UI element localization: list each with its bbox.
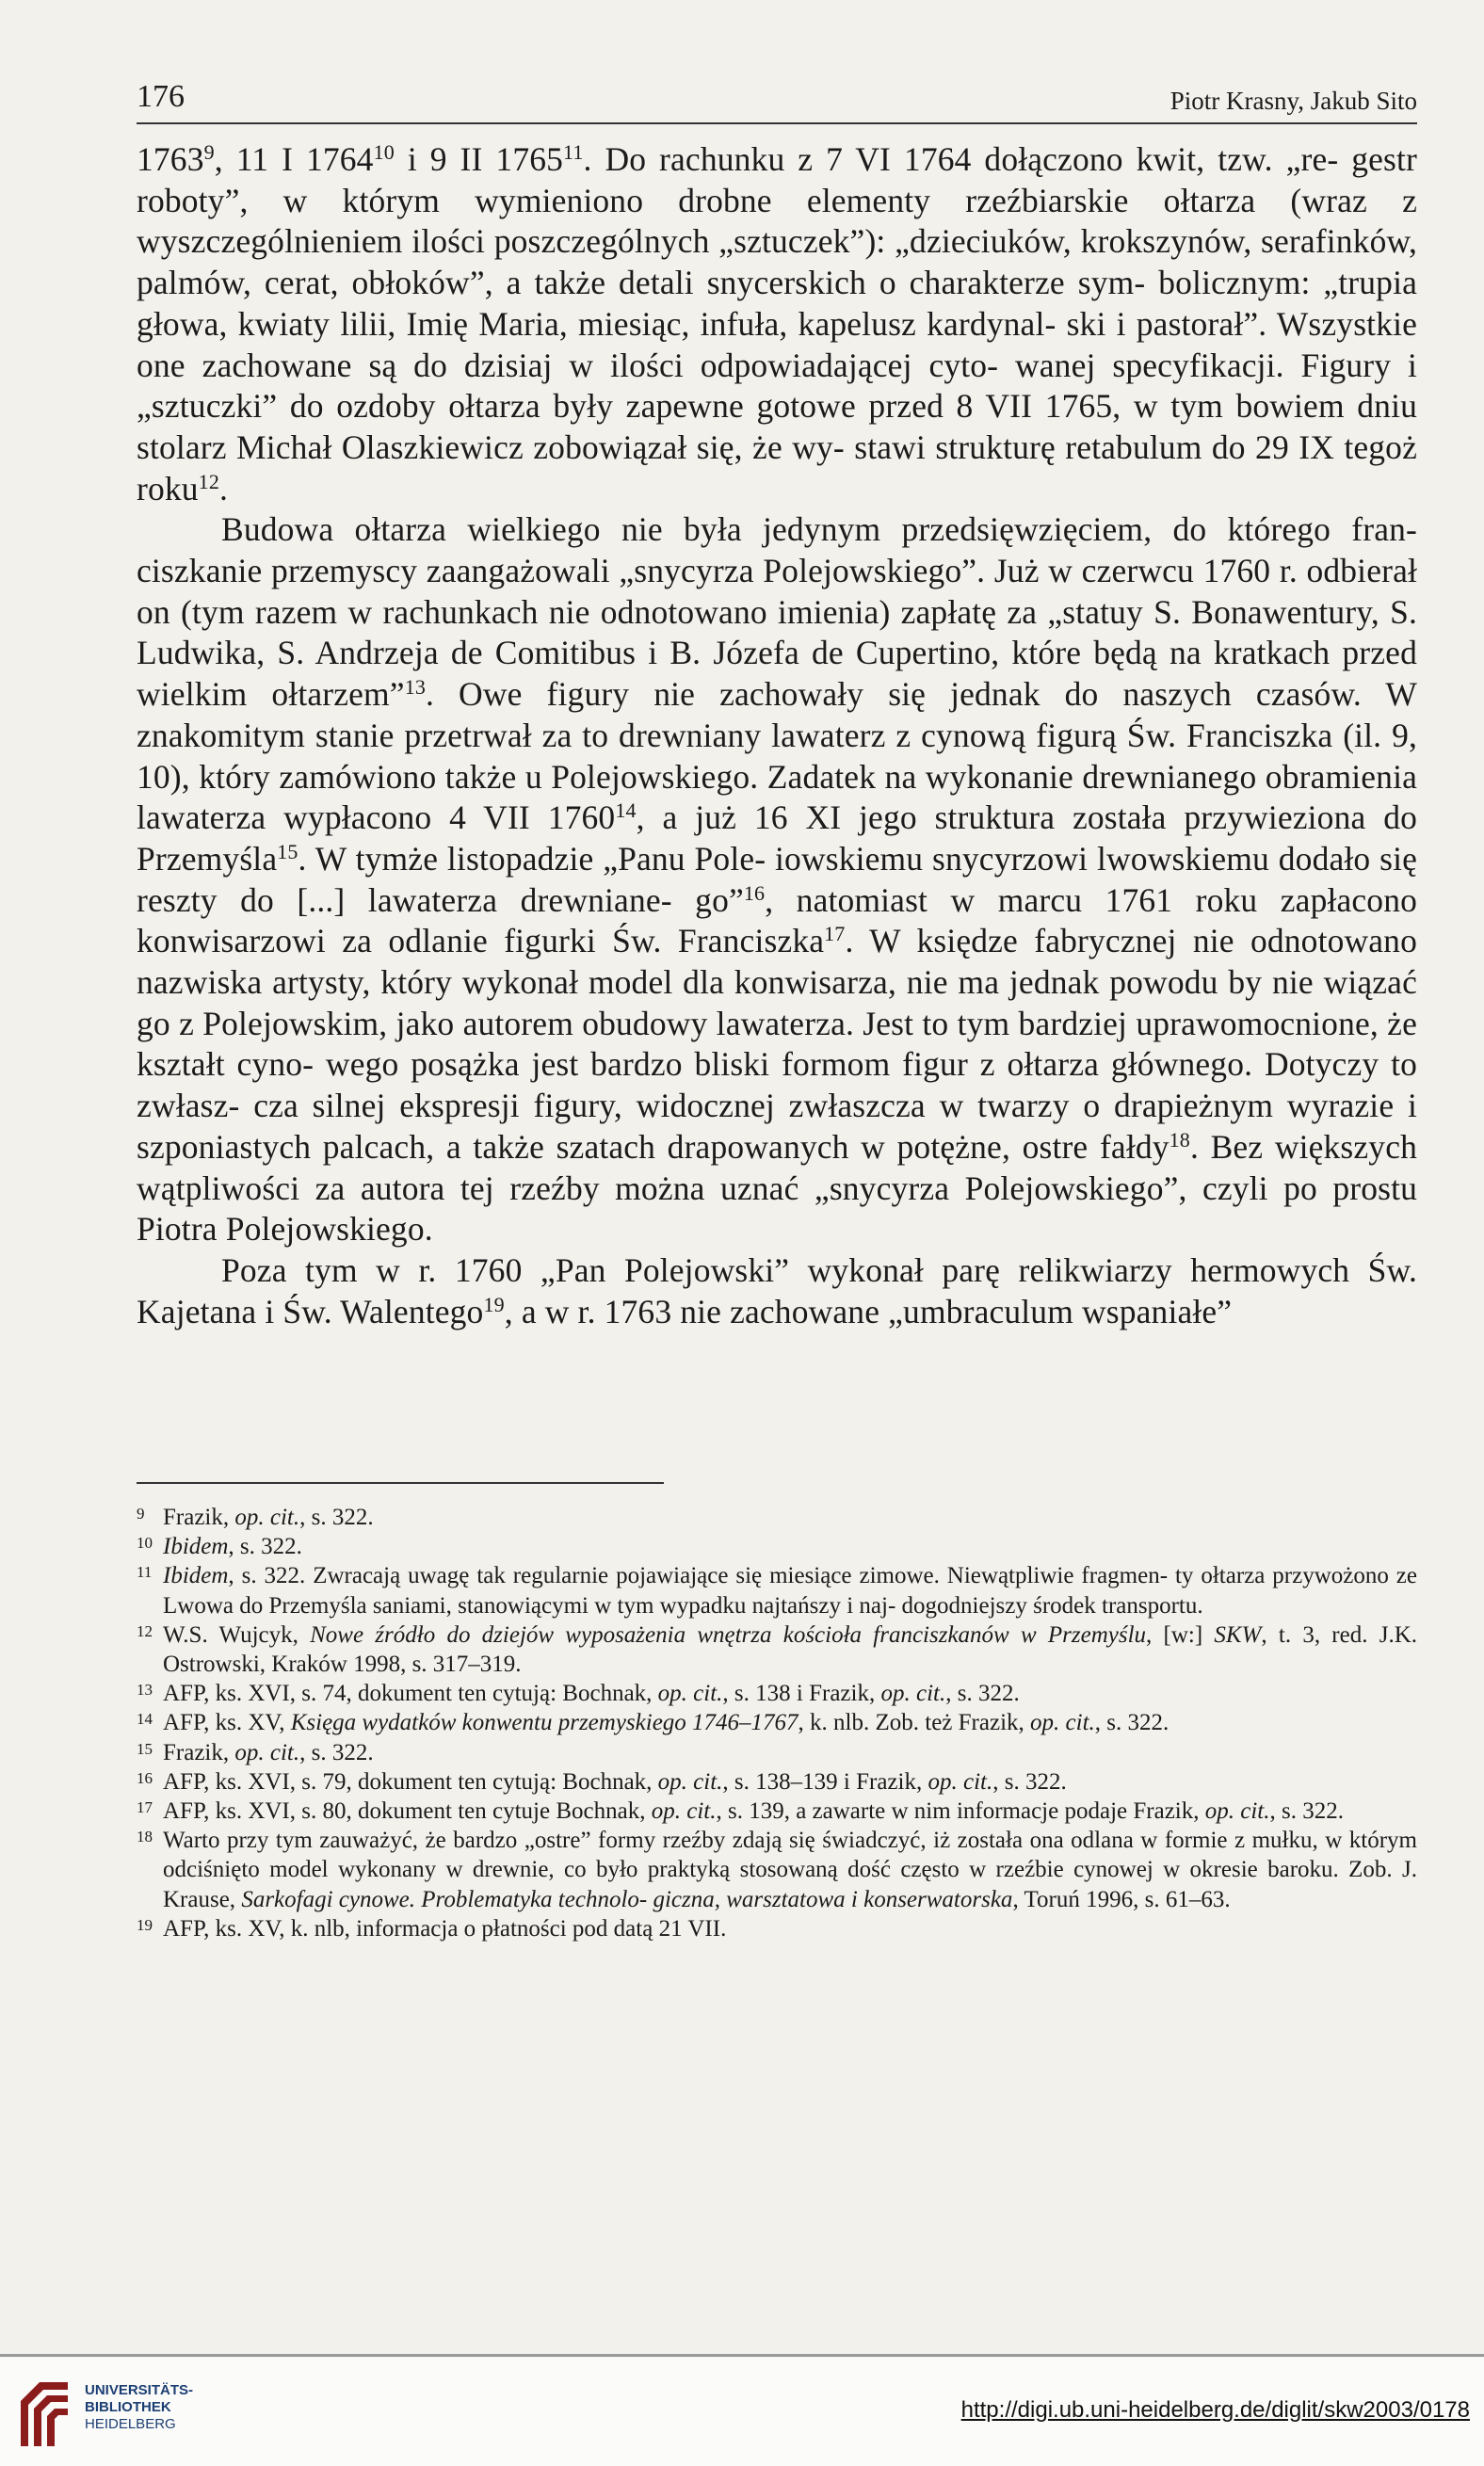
text-run: i 9 II 1765 [394,140,564,178]
footnote-ref: 18 [1169,1127,1190,1152]
text-run: , s. 322. [992,1768,1067,1795]
text-run: , s. 138–139 i Frazik, [722,1768,928,1795]
library-name-line: UNIVERSITÄTS- [85,2382,194,2398]
text-run: Frazik, [163,1505,235,1530]
italic-text: op. cit. [657,1681,723,1707]
body-text [137,139,1417,1332]
footnote-ref: 16 [743,880,766,905]
italic-text: op. cit. [651,1798,717,1825]
text-run: , s. 322. [228,1534,302,1560]
text-run: AFP, ks. XV, [163,1710,291,1736]
text-run: . Owe figury nie zachowały się jednak do naszych czasów. W znakomitym stanie przetrwał za to drewniany lawaterz z cynową figurą Św. Franciszka (il. 9, 10), który zamówiono także u Polejowskiego. Zadatek na wykonanie drewnianego obramienia lawaterza wypłacono 4 VII 1760 [137,675,1417,837]
text-run: , s. 322. Zwracają uwagę tak regularnie pojawiające się miesiące zimowe. Niewątpliwie fragmen- ty ołtarza przywożono ze Lwowa do Przemyśla saniami, stanowiącymi w tym wypadku najtańszy i naj- dogodniejszy środek transportu. [163,1563,1417,1619]
text-run: . W tymże listopadzie „Panu Pole- iowskiemu snycyrzowi lwowskiemu dodało się reszty do [...] lawaterza drewniane- go” [137,839,1417,919]
footnote-number: 14 [137,1710,153,1729]
italic-text: Nowe źródło do dziejów wyposażenia wnętrza kościoła franciszkanów w Przemyślu [310,1621,1147,1648]
footnote [137,1767,1417,1797]
italic-text: Sarkofagi cynowe. Problematyka technolo- giczna, warsztatowa i konserwatorska [241,1886,1013,1912]
text-run: , t. 3, red. J.K. Ostrowski, Kraków 1998, s. 317–319. [163,1621,1418,1678]
footnote [137,1914,1417,1943]
text-run: W.S. Wujcyk, [163,1621,311,1648]
footnote-text [163,1769,1067,1795]
library-logo-icon [13,2373,75,2448]
paragraph [137,1250,1417,1332]
text-run: Frazik, [163,1739,235,1765]
footnote-text [163,1740,374,1765]
footnote-text [163,1534,302,1559]
paragraph [137,509,1417,1250]
text-run: , a w r. 1763 nie zachowane „umbraculum wspaniałe” [504,1292,1233,1330]
footnote-number: 19 [137,1915,153,1934]
footnote-ref: 15 [277,839,298,863]
footnote [137,1561,1417,1620]
page-header [137,75,1417,124]
text-run: . [218,469,229,508]
footnote-text [163,1828,1417,1911]
footnote-text [163,1505,374,1530]
italic-text: Księga wydatków konwentu przemyskiego 1746–1767 [290,1710,798,1736]
footnotes [137,1503,1417,1943]
text-run: , a już 16 XI jego struktura została przywieziona do Przemyśla [137,798,1418,878]
text-run: , 11 I 1764 [214,140,374,178]
footnote-number: 9 [137,1505,145,1523]
footnote-text [163,1622,1417,1677]
footnote-number: 10 [137,1534,153,1553]
text-run: , s. 322. [1269,1798,1344,1825]
footnote [137,1620,1417,1679]
text-run: , Toruń 1996, s. 61–63. [1012,1886,1231,1912]
text-run: Warto przy tym zauważyć, że bardzo „ostre” formy rzeźby zdają się świadczyć, iż została ona odlana w formie z mułku, w którym odciśnięto model wykonany w drewnie, co było praktyką stosowaną dość często w rzeźbie cynowej w okresie baroku. Zob. J. Krause, [163,1828,1417,1912]
text-run: , s. 322. [945,1681,1020,1707]
italic-text: op. cit. [1204,1798,1270,1825]
footnote-text [163,1563,1417,1618]
footnote-ref: 13 [404,675,427,700]
italic-text: SKW [1214,1621,1262,1648]
footnote-text [163,1710,1169,1735]
footnote-ref: 11 [563,139,584,164]
running-head: Piotr Krasny, Jakub Sito [1169,87,1417,115]
paragraph [137,139,1417,509]
text-run: Budowa ołtarza wielkiego nie była jedynym przedsięwzięciem, do którego fran- ciszkanie przemyscy zaangażowali „snycyrza Polejowskiego”. Już w czerwcu 1760 r. odbierał on (tym razem w rachunkach nie odnotowano imienia) zapłatę za „statuy S. Bonawentury, S. Ludwika, S. Andrzeja de Comitibus i B. Józefa de Cupertino, które będą na kratkach przed wielkim ołtarzem” [137,510,1417,714]
text-run: Poza tym w r. 1760 „Pan Polejowski” wykonał parę relikwiarzy hermowych Św. Kajetana i Św. Walentego [137,1250,1417,1330]
footnote [137,1738,1417,1767]
italic-text: op. cit. [1030,1710,1095,1736]
footer-divider [0,2354,1484,2357]
footnote-number: 12 [137,1621,153,1640]
footnote-number: 11 [137,1563,153,1582]
footnote [137,1797,1417,1826]
footnote-number: 16 [137,1768,153,1787]
footnote-number: 17 [137,1798,153,1817]
text-run: AFP, ks. XVI, s. 79, dokument ten cytują: Bochnak, [163,1768,658,1795]
footnote-ref: 9 [203,139,215,164]
text-run: , s. 138 i Frazik, [722,1681,881,1707]
library-name-line: HEIDELBERG [85,2416,176,2432]
italic-text: op. cit. [234,1739,300,1765]
text-run: . Do rachunku z 7 VI 1764 dołączono kwit, tzw. „re- gestr roboty”, w którym wymieniono drobne elementy rzeźbiarskie ołtarza (wraz z wyszczególnieniem ilości poszczególnych „sztuczek”): „dzieciuków, krokszynów, serafinków, palmów, cerat, obłoków”, a także detali snycerskich o charakterze sym- bolicznym: „trupia głowa, kwiaty lilii, Imię Maria, miesiąc, infuła, kapelusz kardynal- ski i pastorał”. Wszystkie one zachowane są do dzisiaj w ilości odpowiadającej cyto- wanej specyfikacji. Figury i „sztuczki” do ozdoby ołtarza były zapewne gotowe przed 8 VII 1765, w tym bowiem dniu stolarz Michał Olaszkiewicz zobowiązał się, że wy- stawi strukturę retabulum do 29 IX tegoż roku [137,140,1417,508]
text-run: , s. 322. [299,1505,374,1530]
text-run: AFP, ks. XVI, s. 74, dokument ten cytują: Bochnak, [163,1681,658,1707]
text-run: , s. 322. [299,1739,374,1765]
footnote-ref: 19 [483,1292,505,1316]
footnote-text [163,1681,1020,1706]
footnote-ref: 17 [824,922,846,946]
footnote-ref: 10 [373,139,395,164]
library-name-line: BIBLIOTHEK [85,2399,171,2415]
footnote [137,1503,1417,1532]
footnote-number: 18 [137,1828,153,1846]
footnote-separator [137,1482,664,1484]
page-number: 176 [137,79,185,114]
text-run: . W księdze fabrycznej nie odnotowano nazwiska artysty, który wykonał model dla konwisarza, nie ma jednak powodu by nie wiązać go z Polejowskim, jako autorem obudowy lawaterza. Jest to tym bardziej uprawomocnione, że kształt cyno- wego posążka jest bardzo bliski formom figur z ołtarza głównego. Dotyczy to zwłasz- cza silnej ekspresji figury, widocznej zwłaszcza w twarzy o drapieżnym wyrazie i szponiastych palcach, a także szatach drapowanych w potężne, ostre fałdy [137,922,1417,1166]
footnote [137,1532,1417,1561]
text-run: , s. 322. [1094,1710,1169,1736]
text-run: . Bez większych wątpliwości za autora tej rzeźby można uznać „snycyrza Polejowskiego”, czyli po prostu Piotra Polejowskiego. [137,1127,1417,1249]
text-run: , natomiast w marcu 1761 roku zapłacono konwisarzowi za odlanie figurki Św. Franciszka [137,880,1418,960]
italic-text: Ibidem [163,1563,229,1589]
italic-text: Ibidem [163,1534,229,1560]
footnote [137,1826,1417,1914]
footnote [137,1679,1417,1708]
text-run: AFP, ks. XVI, s. 80, dokument ten cytuje Bochnak, [163,1798,652,1825]
text-run: , k. nlb. Zob. też Frazik, [798,1710,1031,1736]
text-run: , s. 139, a zawarte w nim informacje podaje Frazik, [716,1798,1205,1825]
footnote [137,1708,1417,1737]
permalink-url[interactable]: http://digi.ub.uni-heidelberg.de/diglit/skw2003/0178 [960,2397,1470,2423]
footnote-text [163,1798,1344,1824]
footnote-text [163,1916,726,1942]
italic-text: op. cit. [928,1768,993,1795]
text-run: AFP, ks. XV, k. nlb, informacja o płatności pod datą 21 VII. [163,1915,727,1942]
text-run: , [w:] [1146,1621,1215,1648]
footnote-number: 13 [137,1681,153,1700]
text-run: 1763 [137,140,204,178]
italic-text: op. cit. [880,1681,946,1707]
italic-text: op. cit. [234,1505,300,1530]
footnote-ref: 14 [615,798,637,823]
footnote-number: 15 [137,1739,153,1758]
italic-text: op. cit. [657,1768,723,1795]
library-name [85,2382,193,2433]
footnote-ref: 12 [198,469,219,493]
